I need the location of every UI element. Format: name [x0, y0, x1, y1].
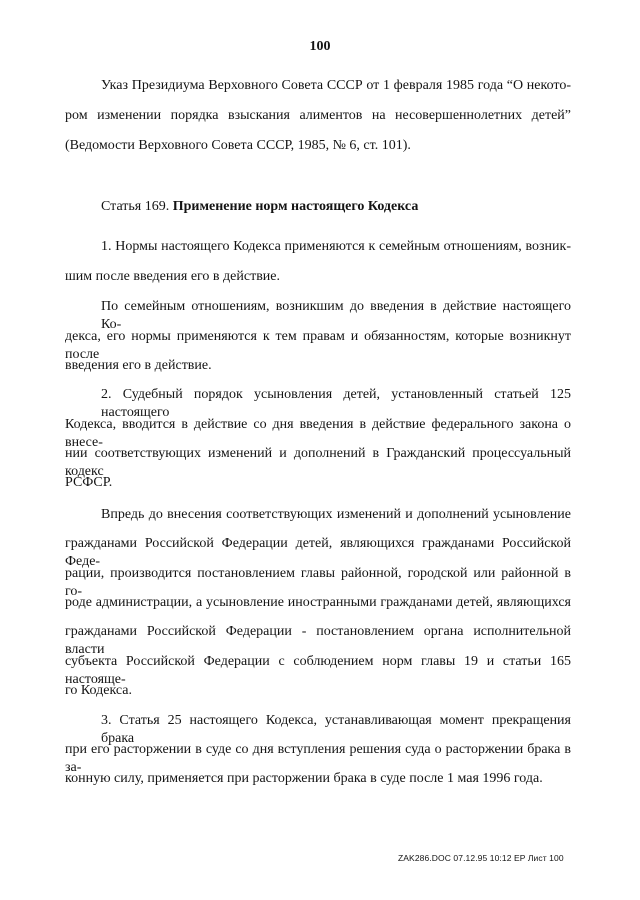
body-line: 1. Нормы настоящего Кодекса применяются к семейным отношениям, возник-: [101, 239, 571, 254]
body-line: рации, производится постановлением главы районной, городской или районной в го-: [65, 566, 571, 599]
document-footer: ZAK286.DOC 07.12.95 10:12 EP Лист 100: [398, 853, 564, 863]
body-line: РСФСР.: [65, 475, 113, 490]
body-line: го Кодекса.: [65, 683, 133, 698]
article-name: Применение норм настоящего Кодекса: [172, 199, 419, 214]
body-line: роде администрации, а усыновление иностранными гражданами детей, являющихся: [65, 595, 571, 610]
body-line: гражданами Российской Федерации - постановлением органа исполнительной власти: [65, 624, 571, 657]
body-line: шим после введения его в действие.: [65, 269, 281, 284]
body-line: 2. Судебный порядок усыновления детей, установленный статьей 125 настоящего: [101, 387, 571, 420]
article-heading: [101, 198, 418, 216]
article-number: Статья 169.: [101, 199, 170, 214]
body-line: субъекта Российской Федерации с соблюдением норм главы 19 и статьи 165 настояще-: [65, 654, 571, 687]
body-line: Впредь до внесения соответствующих изменений и дополнений усыновление: [101, 507, 571, 522]
body-line: конную силу, применяется при расторжении брака в суде после 1 мая 1996 года.: [65, 771, 543, 786]
body-line: Кодекса, вводится в действие со дня введения в действие федерального закона о внесе-: [65, 417, 571, 450]
body-line: По семейным отношениям, возникшим до введения в действие настоящего Ко-: [101, 299, 571, 332]
page-number: 100: [309, 39, 331, 54]
decree-line: ром изменении порядка взыскания алиментов на несовершеннолетних детей”: [65, 108, 571, 123]
decree-line: (Ведомости Верховного Совета СССР, 1985, № 6, ст. 101).: [65, 138, 411, 153]
body-line: нии соответствующих изменений и дополнений в Гражданский процессуальный кодекс: [65, 446, 571, 479]
body-line: введения его в действие.: [65, 358, 212, 373]
body-line: 3. Статья 25 настоящего Кодекса, устанавливающая момент прекращения брака: [101, 713, 571, 746]
decree-line: Указ Президиума Верховного Совета СССР от 1 февраля 1985 года “О некото-: [101, 78, 571, 93]
body-line: декса, его нормы применяются к тем правам и обязанностям, которые возникнут после: [65, 329, 571, 362]
body-line: гражданами Российской Федерации детей, являющихся гражданами Российской Феде-: [65, 536, 571, 569]
body-line: при его расторжении в суде со дня вступления решения суда о расторжении брака в за-: [65, 742, 571, 775]
